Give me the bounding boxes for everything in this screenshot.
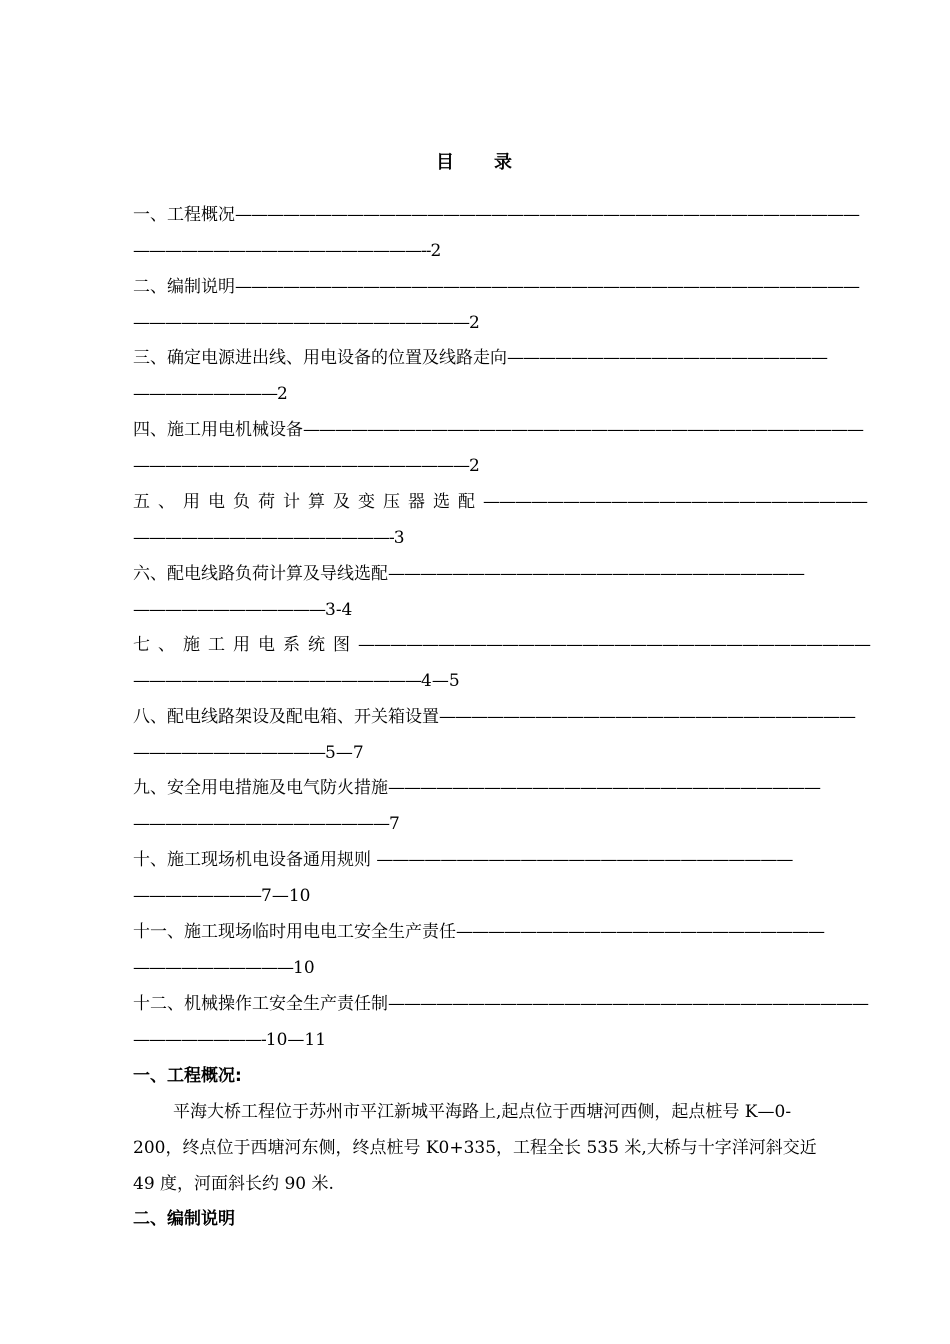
toc-page-number: 7—10 xyxy=(261,886,311,906)
section-heading-compilation-notes: 二、编制说明 xyxy=(133,1209,235,1229)
toc-page-number: 7 xyxy=(389,814,400,834)
toc-leader: —————————————————————————————— xyxy=(388,994,868,1014)
toc-entry-2[interactable] xyxy=(133,275,868,335)
section-heading-project-overview: 一、工程概况: xyxy=(133,1066,242,1086)
toc-leader: ————————————————- xyxy=(133,528,394,548)
toc-leader: ——————————————————————————————————————— xyxy=(235,205,859,225)
toc-entry-label: 十、施工现场机电设备通用规则 xyxy=(133,850,371,870)
toc-entry-label: 八、配电线路架设及配电箱、开关箱设置 xyxy=(133,707,439,727)
toc-entry-label: 六、配电线路负荷计算及导线选配 xyxy=(133,564,388,584)
toc-leader: ——————————————————————————————————— xyxy=(303,420,863,440)
toc-leader: ———————— xyxy=(133,886,261,906)
toc-entry-6[interactable] xyxy=(133,562,868,622)
toc-title-char-2: 录 xyxy=(494,152,514,173)
section-paragraph xyxy=(133,1094,868,1202)
toc-leader: —————————————————— xyxy=(133,671,421,691)
toc-leader: ——————————————————-- xyxy=(133,241,431,261)
toc-entry-3[interactable] xyxy=(133,346,868,406)
toc-leader: ————————————————————— xyxy=(133,313,469,333)
toc-entry-11[interactable] xyxy=(133,920,868,980)
toc-leader: ———————————————————— xyxy=(507,348,827,368)
paragraph-line: 200，终点位于西塘河东侧，终点桩号 K0+335，工程全长 535 米,大桥与十字洋河斜交近 xyxy=(133,1138,817,1158)
toc-entry-label: 九、安全用电措施及电气防火措施 xyxy=(133,778,388,798)
toc-entry-8[interactable] xyxy=(133,705,868,765)
toc-entry-label: 三、确定电源进出线、用电设备的位置及线路走向 xyxy=(133,348,507,368)
toc-entry-label: 二、编制说明 xyxy=(133,277,235,297)
toc-page-number: 2 xyxy=(469,456,480,476)
toc-page-number: 3-4 xyxy=(325,600,353,620)
toc-entry-1[interactable] xyxy=(133,203,868,263)
toc-entry-label: 十一、施工现场临时用电电工安全生产责任 xyxy=(133,922,456,942)
toc-entry-label: 七、施工用电系统图 xyxy=(133,635,358,655)
toc-entry-7[interactable] xyxy=(133,633,868,693)
toc-leader: ———————————— xyxy=(133,600,325,620)
toc-leader: —————————— xyxy=(133,958,293,978)
toc-entry-label: 十二、机械操作工安全生产责任制 xyxy=(133,994,388,1014)
toc-title-char-1: 目 xyxy=(436,152,456,173)
toc-leader: —————————————————————————— xyxy=(439,707,855,727)
toc-title xyxy=(0,148,950,174)
toc-leader: ———————————————————————— xyxy=(483,492,867,512)
toc-leader: ————————— xyxy=(133,384,277,404)
toc-leader: ——————————————————————— xyxy=(456,922,824,942)
toc-entry-10[interactable] xyxy=(133,848,868,908)
toc-leader: ———————————————— xyxy=(133,814,389,834)
toc-leader: ——————————————————————————————————————— xyxy=(235,277,859,297)
toc-entry-label: 四、施工用电机械设备 xyxy=(133,420,303,440)
toc-entry-12[interactable] xyxy=(133,992,868,1052)
toc-entry-4[interactable] xyxy=(133,418,868,478)
toc-page-number: 10 xyxy=(293,958,315,978)
toc-leader: ————————————————————— xyxy=(133,456,469,476)
toc-leader: ——————————————————————————— xyxy=(388,778,820,798)
toc-page-number: 3 xyxy=(393,528,405,548)
toc-entry-9[interactable] xyxy=(133,776,868,836)
toc-entry-5[interactable] xyxy=(133,490,868,550)
toc-page-number: 2 xyxy=(469,313,480,333)
toc-page-number: 4—5 xyxy=(421,671,460,691)
toc-page-number: 5—7 xyxy=(325,743,364,763)
toc-entry-label: 一、工程概况 xyxy=(133,205,235,225)
toc-leader: ———————————————————————————————— xyxy=(358,635,870,655)
toc-leader: ———————————— xyxy=(133,743,325,763)
toc-page-number: 2 xyxy=(277,384,288,404)
toc-page-number: 10—11 xyxy=(265,1030,327,1050)
paragraph-line: 平海大桥工程位于苏州市平江新城平海路上,起点位于西塘河西侧，起点桩号 K—0- xyxy=(173,1102,792,1122)
paragraph-line: 49 度，河面斜长约 90 米. xyxy=(133,1174,334,1194)
toc-leader: —————————————————————————— xyxy=(376,850,793,870)
toc-page-number: 2 xyxy=(430,241,442,261)
toc-leader: ————————- xyxy=(133,1030,266,1050)
toc-entry-label: 五、用电负荷计算及变压器选配 xyxy=(133,492,483,512)
toc-leader: —————————————————————————— xyxy=(388,564,804,584)
